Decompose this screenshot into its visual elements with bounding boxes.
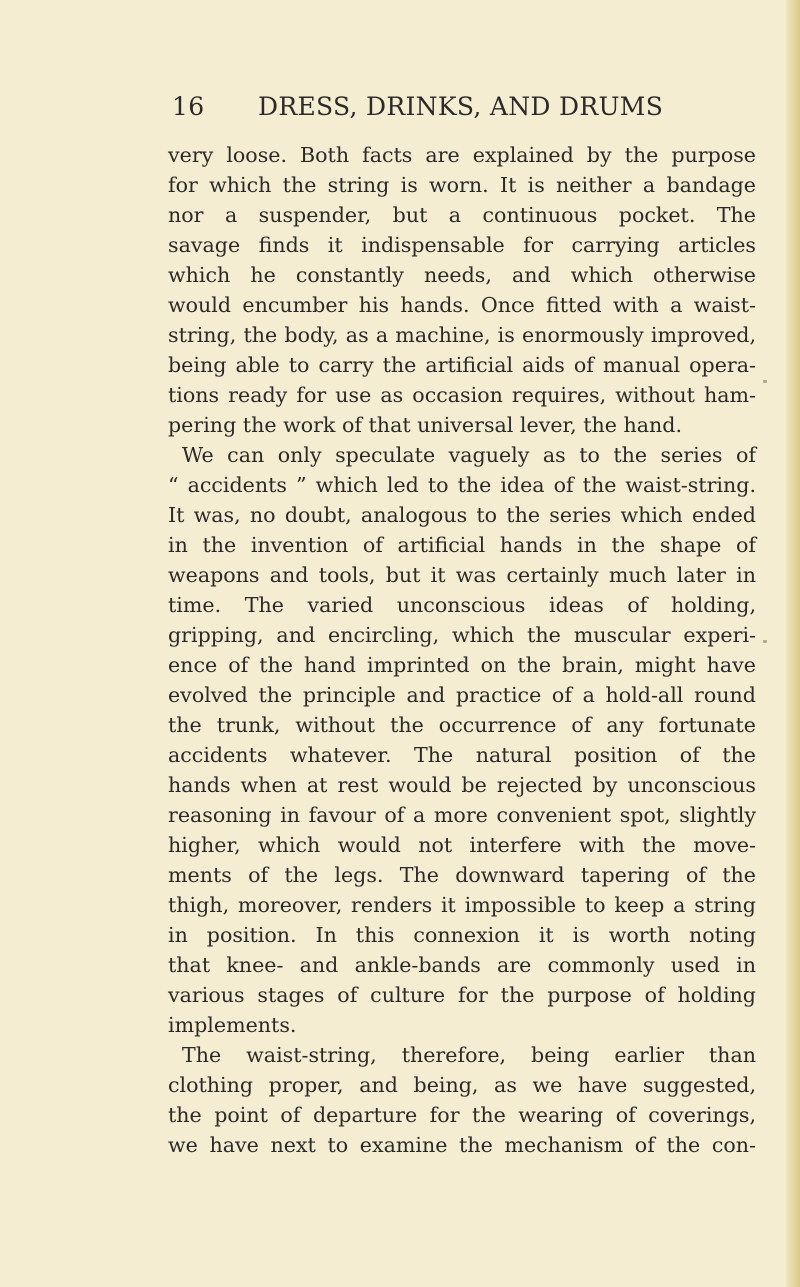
text-line: We can only speculate vaguely as to the series of (182, 443, 756, 467)
text-line: being able to carry the artificial aids of manual opera- (168, 353, 756, 377)
text-line: which he constantly needs, and which otherwise (168, 263, 756, 287)
text-line: thigh, moreover, renders it impossible to keep a string (168, 893, 756, 917)
text-line: “ accidents ” which led to the idea of the waist-string. (168, 473, 756, 497)
text-line: ence of the hand imprinted on the brain, might have (168, 653, 756, 677)
running-head: DRESS, DRINKS, AND DRUMS (258, 92, 664, 121)
text-line: string, the body, as a machine, is enormously improved, (168, 323, 756, 347)
text-line: ments of the legs. The downward tapering of the (168, 863, 756, 887)
text-line: gripping, and encircling, which the muscular experi- (168, 623, 756, 647)
text-line: higher, which would not interfere with the move- (168, 833, 756, 857)
text-line: weapons and tools, but it was certainly much later in (168, 563, 756, 587)
page-header (172, 92, 692, 122)
text-line: very loose. Both facts are explained by the purpose (168, 143, 756, 167)
text-line: would encumber his hands. Once fitted with a waist- (168, 293, 756, 317)
text-line: various stages of culture for the purpose of holding (168, 983, 756, 1007)
text-line: It was, no doubt, analogous to the series which ended (168, 503, 756, 527)
text-line: that knee- and ankle-bands are commonly used in (168, 953, 756, 977)
text-line: reasoning in favour of a more convenient spot, slightly (168, 803, 756, 827)
text-line: the point of departure for the wearing of coverings, (168, 1103, 756, 1127)
text-line: tions ready for use as occasion requires, without ham- (168, 383, 756, 407)
text-line: in position. In this connexion it is worth noting (168, 923, 756, 947)
text-line: the trunk, without the occurrence of any fortunate (168, 713, 756, 737)
page-edge (786, 0, 800, 1287)
text-line: pering the work of that universal lever, the hand. (168, 413, 682, 437)
page-number: 16 (172, 92, 205, 121)
text-line: nor a suspender, but a continuous pocket. The (168, 203, 756, 227)
text-line: time. The varied unconscious ideas of holding, (168, 593, 756, 617)
text-line: in the invention of artificial hands in the shape of (168, 533, 756, 557)
page-speck (763, 640, 767, 643)
text-line: for which the string is worn. It is neither a bandage (168, 173, 756, 197)
text-line: clothing proper, and being, as we have suggested, (168, 1073, 756, 1097)
text-line: we have next to examine the mechanism of the con- (168, 1133, 756, 1157)
text-line: evolved the principle and practice of a hold-all round (168, 683, 756, 707)
text-line: accidents whatever. The natural position of the (168, 743, 756, 767)
text-line: savage finds it indispensable for carrying articles (168, 233, 756, 257)
text-line: implements. (168, 1013, 297, 1037)
text-line: The waist-string, therefore, being earlier than (182, 1043, 756, 1067)
text-line: hands when at rest would be rejected by unconscious (168, 773, 756, 797)
page-speck (763, 380, 767, 383)
